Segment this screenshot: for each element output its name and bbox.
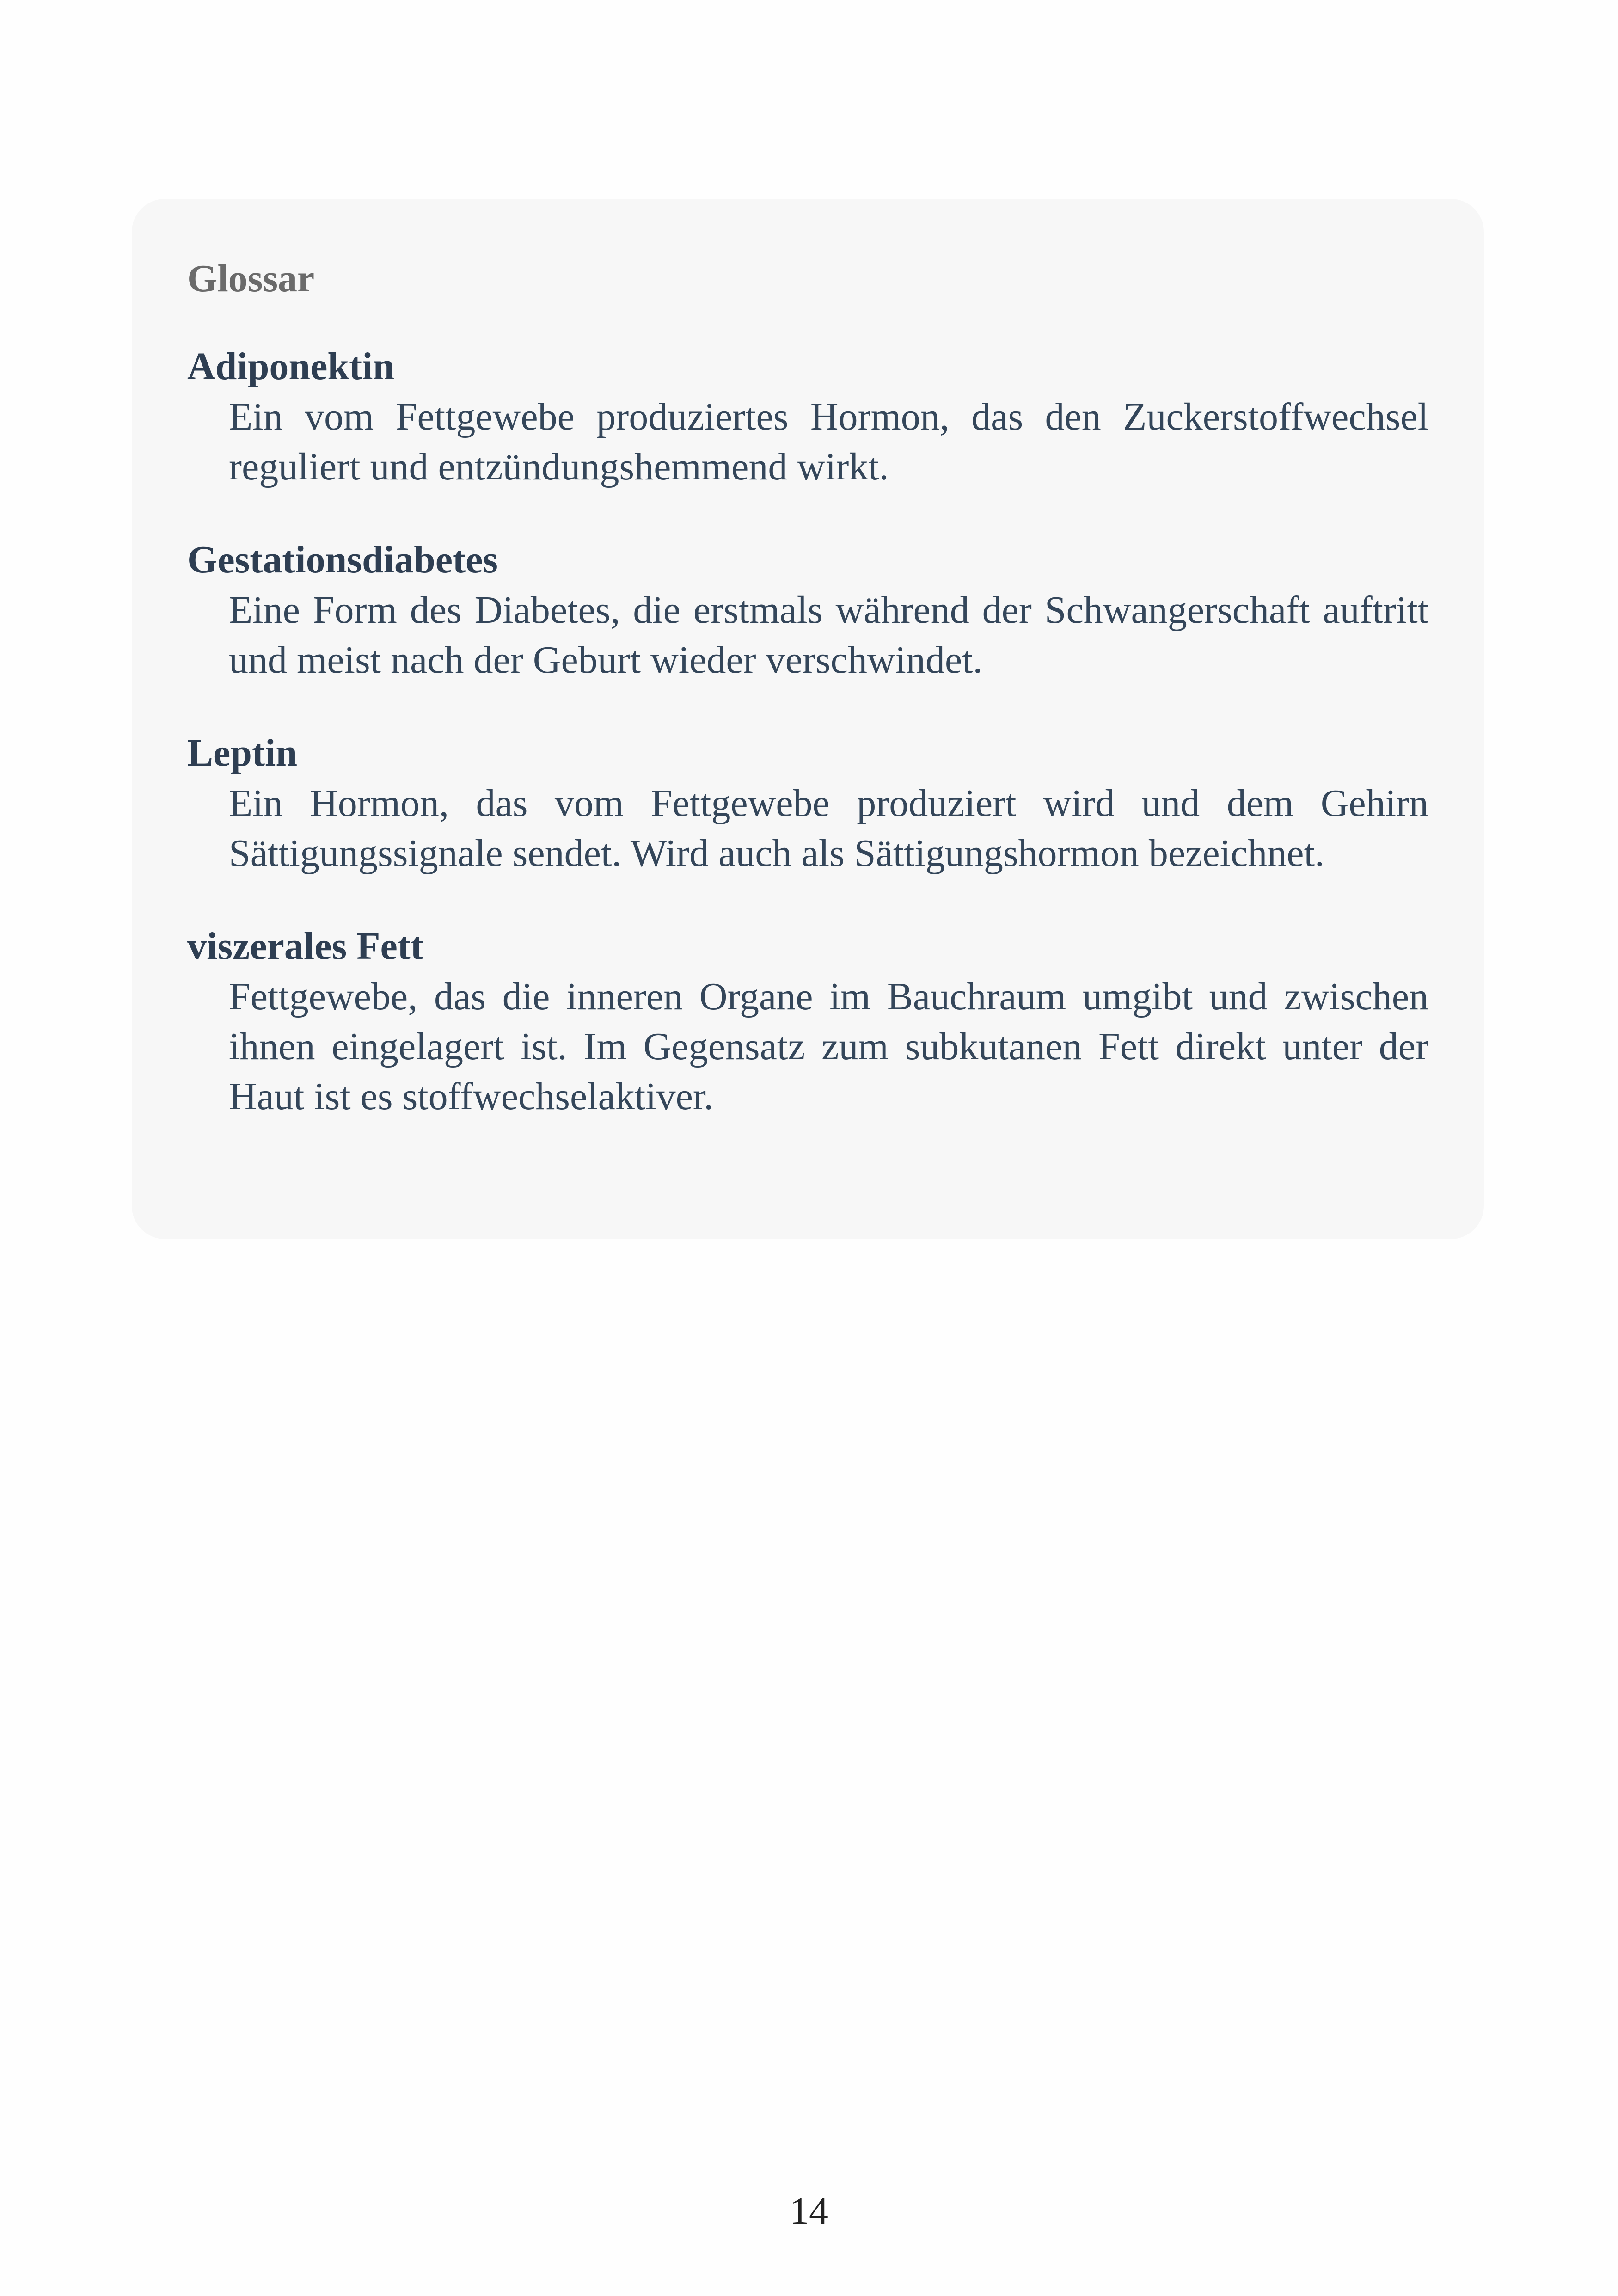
glossary-entry bbox=[187, 728, 1428, 878]
glossary-entry bbox=[187, 341, 1428, 492]
glossary-term: Gestationsdiabetes bbox=[187, 538, 498, 581]
page-number: 14 bbox=[790, 2190, 828, 2233]
glossary-entry bbox=[187, 921, 1428, 1122]
glossary-entry bbox=[187, 534, 1428, 685]
glossary-title: Glossar bbox=[187, 257, 315, 300]
glossary-definition: Eine Form des Diabetes, die erstmals während der Schwangerschaft auftritt und meist nach der Geburt wieder verschwindet. bbox=[229, 589, 1428, 681]
glossary-definition: Fettgewebe, das die inneren Organe im Bauchraum umgibt und zwischen ihnen eingelagert ist. Im Gegensatz zum subkutanen Fett direkt unter der Haut ist es stoffwechselaktiver. bbox=[229, 975, 1428, 1118]
glossary-box bbox=[132, 199, 1484, 1239]
glossary-term: Adiponektin bbox=[187, 345, 395, 388]
glossary-term: Leptin bbox=[187, 731, 298, 774]
glossary-term: viszerales Fett bbox=[187, 925, 423, 968]
glossary-definition: Ein vom Fettgewebe produziertes Hormon, das den Zuckerstoffwechsel reguliert und entzündungshemmend wirkt. bbox=[229, 395, 1428, 488]
glossary-definition: Ein Hormon, das vom Fettgewebe produziert wird und dem Gehirn Sättigungssignale sendet. Wird auch als Sättigungshormon bezeichnet. bbox=[229, 782, 1428, 875]
